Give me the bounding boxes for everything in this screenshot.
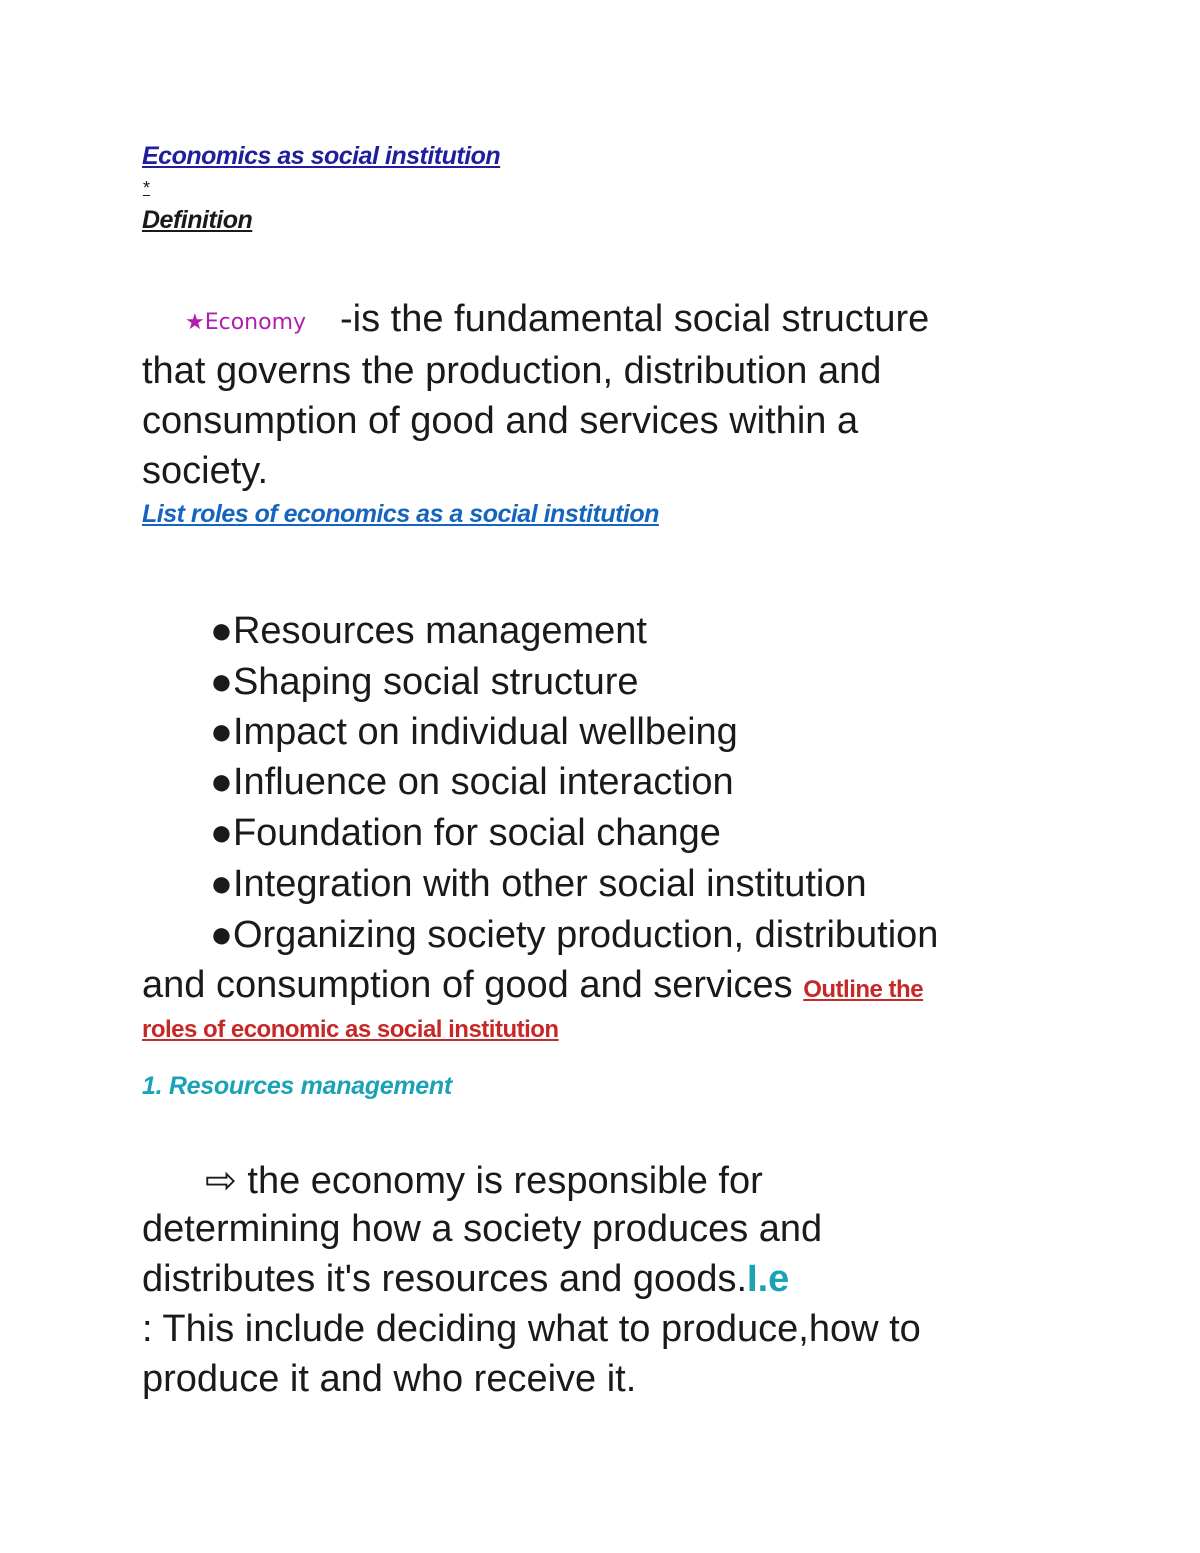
list-item (210, 711, 738, 754)
bullet-icon: ● (210, 661, 233, 703)
list-roles-heading: List roles of economics as a social institution (142, 500, 659, 528)
role-label: Foundation for social change (232, 812, 721, 854)
bullet-icon: ● (210, 914, 233, 956)
role-label: Organizing society production, distribution (232, 914, 939, 956)
roles-continuation: and consumption of good and services (142, 964, 804, 1006)
section-heading: 1. Resources management (142, 1072, 452, 1100)
arrow-icon: ⇨ (205, 1160, 237, 1202)
outline-heading-part1: Outline the (803, 976, 924, 1003)
section-line-3-text: distributes it's resources and goods. (142, 1258, 748, 1300)
list-item (210, 661, 639, 704)
economy-term: ★Economy (185, 310, 307, 335)
definition-line-3: consumption of good and services within a (142, 400, 859, 442)
role-label: Integration with other social institution (232, 863, 867, 905)
role-label: Influence on social interaction (232, 761, 734, 803)
role-label: Resources management (232, 610, 647, 652)
list-item (210, 863, 867, 906)
bullet-icon: ● (210, 761, 233, 803)
section-line-5: produce it and who receive it. (142, 1358, 637, 1400)
list-item (210, 812, 721, 855)
outline-heading-part2: roles of economic as social institution (142, 1016, 559, 1043)
bullet-icon: ● (210, 812, 233, 854)
definition-line-4: society. (142, 450, 269, 492)
role-label: Shaping social structure (232, 661, 639, 703)
definition-heading: Definition (142, 206, 253, 234)
definition-line-2: that governs the production, distribution and (142, 350, 882, 392)
section-line-1 (205, 1158, 763, 1203)
definition-line-1: -is the fundamental social structure (340, 298, 930, 340)
ie-mark: I.e (747, 1258, 790, 1300)
section-line-1-text: the economy is responsible for (236, 1160, 763, 1202)
section-line-4: : This include deciding what to produce,how to (142, 1308, 921, 1350)
role-label: Impact on individual wellbeing (232, 711, 738, 753)
document-title: Economics as social institution (142, 142, 501, 170)
roles-continuation-line (142, 964, 923, 1007)
list-item (210, 914, 938, 957)
bullet-icon: ● (210, 610, 233, 652)
section-line-2: determining how a society produces and (142, 1208, 823, 1250)
bullet-icon: ● (210, 711, 233, 753)
star-mark: * (143, 178, 151, 198)
bullet-icon: ● (210, 863, 233, 905)
list-item (210, 610, 647, 653)
list-item (210, 761, 734, 804)
section-line-3 (142, 1258, 789, 1301)
